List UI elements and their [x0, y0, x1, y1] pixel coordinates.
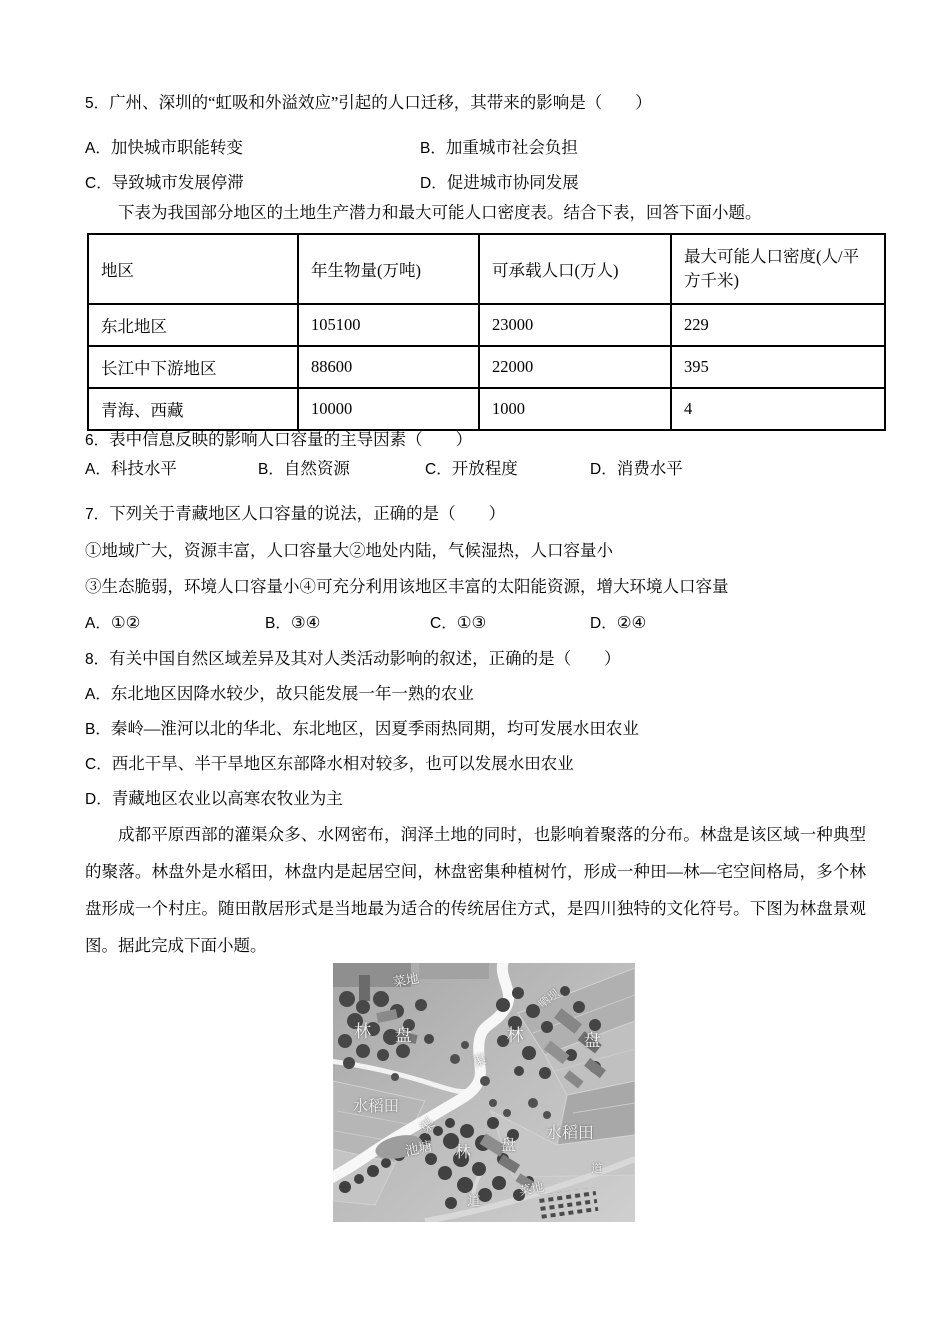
header-region: 地区 [88, 234, 298, 304]
q6-option-a: A．科技水平 [85, 459, 177, 478]
question-5-number: 5． [85, 95, 110, 112]
question-5-stem: 5．广州、深圳的“虹吸和外溢效应”引起的人口迁移，其带来的影响是（ ） [85, 93, 652, 112]
figure-label: 林 [455, 1144, 471, 1162]
q5-option-c: C．导致城市发展停滞 [85, 173, 244, 192]
cell-region: 东北地区 [88, 304, 298, 346]
q5-option-a: A．加快城市职能转变 [85, 138, 243, 157]
table-row [88, 388, 885, 430]
figure-label: 菜地 [392, 970, 421, 990]
figure-label: 渠 [471, 1051, 489, 1070]
table-intro: 下表为我国部分地区的土地生产潜力和最大可能人口密度表。结合下表，回答下面小题。 [118, 203, 762, 222]
table-header-row [88, 234, 885, 304]
q6-option-d: D．消费水平 [590, 459, 683, 478]
question-8-stem: 8．有关中国自然区域差异及其对人类活动影响的叙述，正确的是（ ） [85, 649, 621, 668]
cell-capacity: 22000 [479, 346, 671, 388]
header-density: 最大可能人口密度(人/平方千米) [671, 234, 885, 304]
figure-label: 水稻田 [352, 1097, 400, 1115]
cell-region: 青海、西藏 [88, 388, 298, 430]
figure-label: 盘 [500, 1136, 517, 1154]
q5-option-b: B．加重城市社会负担 [420, 138, 578, 157]
q7-option-c: C．①③ [430, 613, 487, 632]
question-6-stem: 6．表中信息反映的影响人口容量的主导因素（ ） [85, 430, 473, 449]
table-row [88, 304, 885, 346]
figure-label: 菜地 [517, 1179, 545, 1199]
header-capacity: 可承载人口(万人) [479, 234, 671, 304]
question-7-options [85, 611, 890, 636]
linpan-photo [333, 963, 635, 1222]
figure-overlay [333, 963, 635, 1222]
cell-density: 229 [671, 304, 885, 346]
q8-option-d: D．青藏地区农业以高寒农牧业为主 [85, 789, 343, 808]
table-row [88, 346, 885, 388]
cell-capacity: 1000 [479, 388, 671, 430]
cell-capacity: 23000 [479, 304, 671, 346]
q8-option-c: C．西北干旱、半干旱地区东部降水相对较多，也可以发展水田农业 [85, 754, 574, 773]
figure-label: 林 [506, 1026, 524, 1046]
cell-density: 4 [671, 388, 885, 430]
figure-label: 水稻田 [545, 1124, 594, 1142]
question-7-statements-2: ③生态脆弱，环境人口容量小④可充分利用该地区丰富的太阳能资源，增大环境人口容量 [85, 577, 729, 596]
question-5-options-row2 [85, 171, 890, 196]
question-6-options [85, 457, 890, 482]
question-5-options-row1 [85, 136, 890, 161]
cell-region: 长江中下游地区 [88, 346, 298, 388]
q5-option-d: D．促进城市协同发展 [420, 173, 579, 192]
question-6-number: 6． [85, 432, 110, 449]
figure-label: 林 [354, 1022, 372, 1042]
figure-label: 池塘 [404, 1138, 434, 1160]
question-7-number: 7． [85, 506, 110, 523]
q8-option-b: B．秦岭—淮河以北的华北、东北地区，因夏季雨热同期，均可发展水田农业 [85, 719, 639, 738]
q6-option-c: C．开放程度 [425, 459, 518, 478]
figure-label: 盘 [394, 1026, 412, 1046]
q7-option-b: B．③④ [265, 613, 321, 632]
question-7-statements-1: ①地域广大，资源丰富，人口容量大②地处内陆，气候湿热，人口容量小 [85, 541, 613, 560]
figure-label: 渠 [418, 1115, 439, 1137]
q7-option-a: A．①② [85, 613, 141, 632]
cell-biomass: 105100 [298, 304, 479, 346]
question-8-number: 8． [85, 651, 110, 668]
figure-label: 道 [467, 1192, 481, 1208]
q8-option-a: A．东北地区因降水较少，故只能发展一年一熟的农业 [85, 684, 474, 703]
q7-option-d: D．②④ [590, 613, 647, 632]
header-biomass: 年生物量(万吨) [298, 234, 479, 304]
population-capacity-table [87, 233, 886, 431]
figure-label: 晒坝 [536, 987, 562, 1011]
cell-biomass: 88600 [298, 346, 479, 388]
cell-density: 395 [671, 346, 885, 388]
linpan-passage: 成都平原西部的灌渠众多、水网密布，润泽土地的同时，也影响着聚落的分布。林盘是该区域一种典型的聚落。林盘外是水稻田，林盘内是起居空间，林盘密集种植树竹，形成一种田—林—宅空间格局，多个林盘形成一个村庄。随田散居形式是当地最为适合的传统居住方式，是四川独特的文化符号。下图为林盘景观图。据此完成下面小题。 [85, 825, 866, 955]
q6-option-b: B．自然资源 [258, 459, 350, 478]
question-7-stem: 7．下列关于青藏地区人口容量的说法，正确的是（ ） [85, 504, 506, 523]
figure-label: 道 [591, 1162, 603, 1175]
cell-biomass: 10000 [298, 388, 479, 430]
figure-label: 盘 [583, 1031, 601, 1051]
